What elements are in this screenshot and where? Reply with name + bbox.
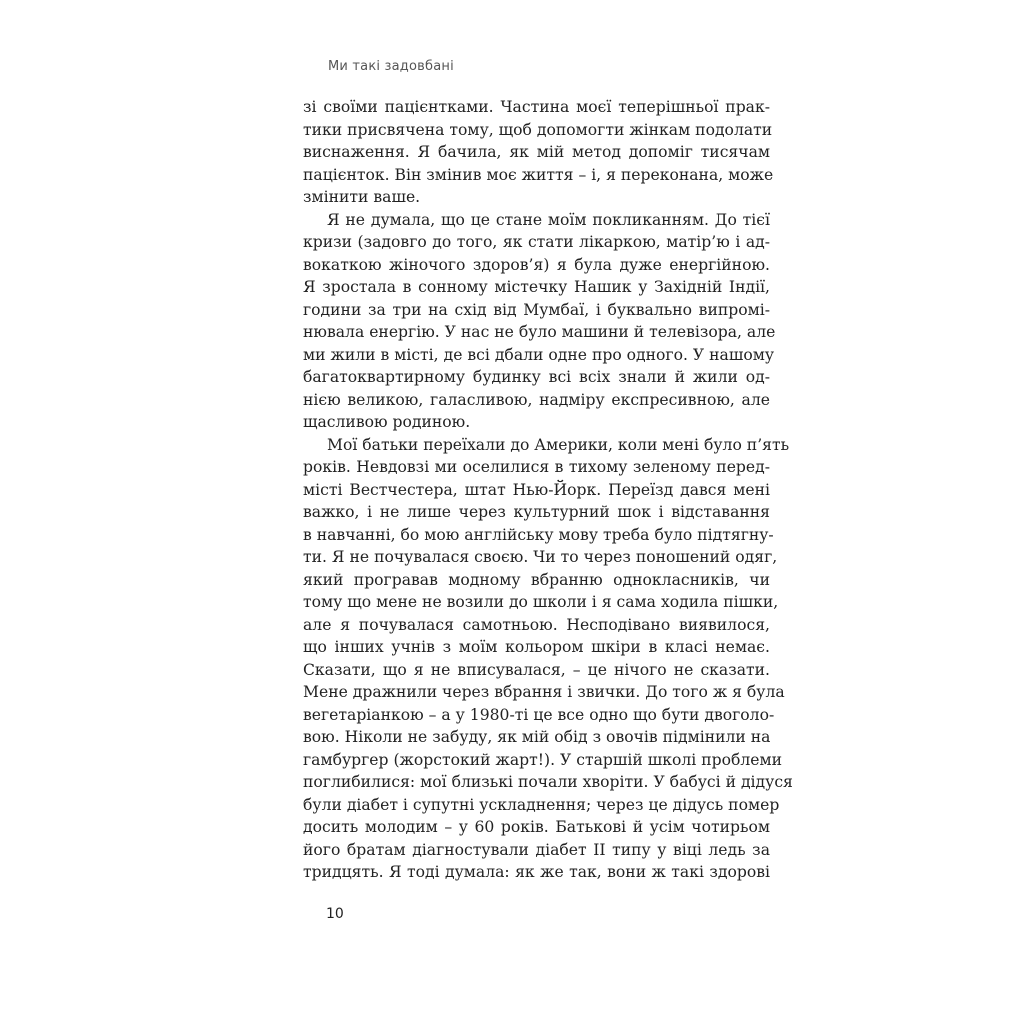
text-line: гамбургер (жорстокий жарт!). У старшій школі проблеми [303,750,783,769]
text-line: вегетаріанкою – а у 1980-ті це все одно що бути двоголо- [303,705,775,724]
text-line: пацієнток. Він змінив моє життя – і, я переконана, може [303,165,774,184]
text-line: поглибилися: мої близькі почали хворіти. У бабусі й дідуся [303,773,793,791]
text-line: Мої батьки переїхали до Америки, коли мені було п’ять [327,435,790,454]
text-line: Сказати, що я не вписувалася, – це нічого не сказати. [303,660,770,679]
text-line: багатоквартирному будинку всі всіх знали й жили од- [303,368,770,386]
text-line: змінити ваше. [303,188,421,206]
text-line: вокаткою жіночого здоров’я) я була дуже енергійною. [303,255,770,274]
text-line: який програвав модному вбранню однокласників, чи [303,570,770,589]
text-line: години за три на схід від Мумбаї, і буквально випромі- [303,300,770,319]
paragraph [303,96,774,209]
text-line: нювала енергію. У нас не було машини й телевізора, але [303,323,776,341]
body-text [303,96,793,884]
text-line: тридцять. Я тоді думала: як же так, вони ж такі здорові [303,863,770,881]
paragraph [303,434,793,884]
paragraph [303,209,776,434]
text-line: в навчанні, бо мою англійську мову треба було підтягну- [303,525,774,544]
text-line: виснаження. Я бачила, як мій метод допоміг тисячам [303,143,770,161]
text-line: були діабет і супутні ускладнення; через це дідусь помер [303,795,780,814]
text-line: років. Невдовзі ми оселилися в тихому зеленому перед- [303,458,770,476]
text-line: його братам діагностували діабет II типу у віці ледь за [303,840,770,859]
running-head: Ми такі задовбані [328,59,454,74]
text-line: Я не думала, що це стане моїм покликанням. До тієї [327,210,770,229]
page-number: 10 [326,906,344,922]
text-line: тики присвячена тому, щоб допомогти жінкам подолати [303,120,773,139]
text-line: кризи (задовго до того, як стати лікаркою, матір’ю і ад- [303,233,770,251]
text-line: досить молодим – у 60 років. Батькові й усім чотирьом [303,818,770,836]
text-line: вою. Ніколи не забуду, як мій обід з овочів підмінили на [303,728,771,746]
text-line: ти. Я не почувалася своєю. Чи то через поношений одяг, [303,548,778,566]
text-line: Мене дражнили через вбрання і звички. До того ж я була [303,683,785,701]
text-line: зі своїми пацієнтками. Частина моєї теперішньої прак- [303,98,770,116]
text-line: ми жили в місті, де всі дбали одне про одного. У нашому [303,345,775,364]
text-line: але я почувалася самотньою. Несподівано виявилося, [303,615,770,634]
text-line: щасливою родиною. [303,413,471,431]
text-line: важко, і не лише через культурний шок і відставання [303,503,770,521]
text-line: тому що мене не возили до школи і я сама ходила пішки, [303,593,779,611]
text-line: Я зростала в сонному містечку Нашик у Західній Індії, [303,278,770,296]
text-line: що інших учнів з моїм кольором шкіри в класі немає. [303,638,770,656]
text-line: нією великою, галасливою, надміру експресивною, але [303,390,770,409]
text-line: місті Вестчестера, штат Нью-Йорк. Переїзд дався мені [303,480,770,499]
